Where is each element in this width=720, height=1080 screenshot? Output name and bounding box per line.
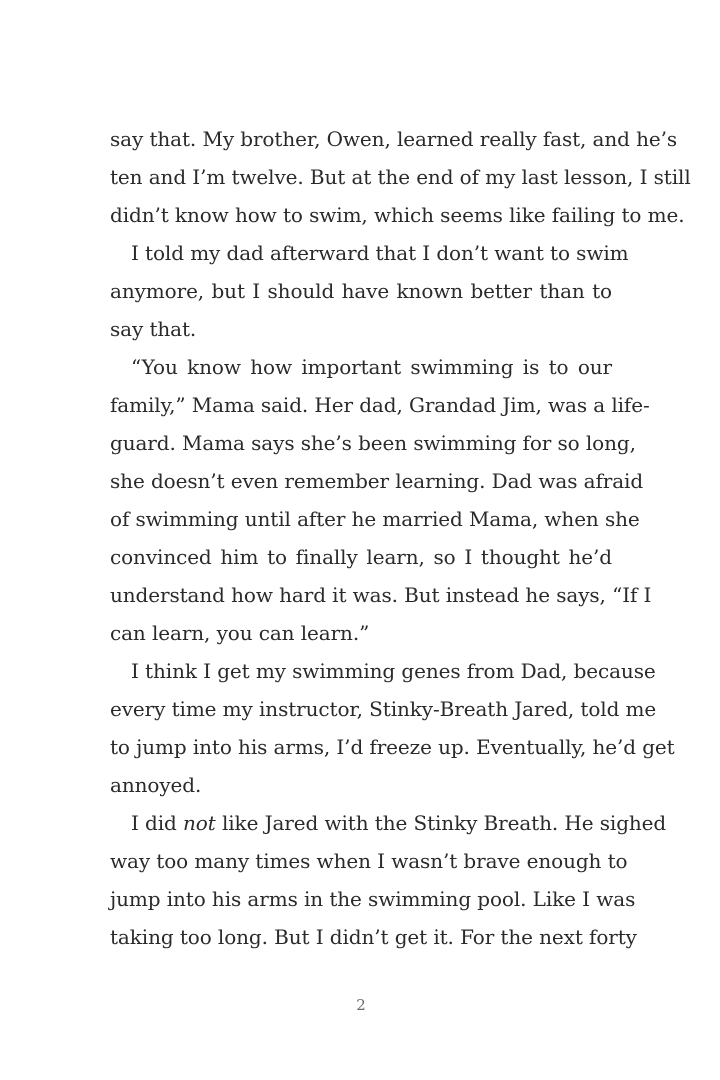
text-line: of swimming until after he married Mama, when she	[110, 507, 640, 531]
text-line: say that. My brother, Owen, learned really fast, and he’s	[110, 127, 678, 151]
emphasis-text: not	[183, 811, 216, 835]
text-line: guard. Mama says she’s been swimming for so long,	[110, 431, 636, 455]
text-line: taking too long. But I didn’t get it. For the next forty	[110, 925, 637, 949]
page-number: 2	[356, 996, 366, 1014]
text-line: jump into his arms in the swimming pool. Like I was	[110, 887, 636, 911]
text-line-content: “You know how important swimming is to our	[131, 355, 612, 379]
text-line: ten and I’m twelve. But at the end of my last lesson, I still	[110, 165, 691, 189]
text-line: way too many times when I wasn’t brave enough to	[110, 849, 628, 873]
text-line-pre: I did	[131, 811, 184, 835]
text-line: anymore, but I should have known better than to	[110, 279, 612, 303]
text-line: to jump into his arms, I’d freeze up. Eventually, he’d get	[110, 735, 675, 759]
text-line	[110, 355, 612, 379]
text-line: annoyed.	[110, 773, 202, 797]
text-line-post: like Jared with the Stinky Breath. He sighed	[215, 811, 667, 835]
text-line: say that.	[110, 317, 197, 341]
text-line	[110, 811, 667, 835]
text-line: family,” Mama said. Her dad, Grandad Jim, was a life-	[110, 393, 650, 417]
text-line: can learn, you can learn.”	[110, 621, 370, 645]
text-line: didn’t know how to swim, which seems like failing to me.	[110, 203, 685, 227]
text-line: understand how hard it was. But instead he says, “If I	[110, 583, 652, 607]
text-line-content: I think I get my swimming genes from Dad, because	[131, 659, 656, 683]
text-line	[110, 659, 656, 683]
text-line: every time my instructor, Stinky-Breath Jared, told me	[110, 697, 657, 721]
text-line-content: I told my dad afterward that I don’t want to swim	[131, 241, 629, 265]
text-line: she doesn’t even remember learning. Dad was afraid	[110, 469, 644, 493]
book-page	[110, 0, 691, 1080]
text-line: convinced him to finally learn, so I thought he’d	[110, 545, 612, 569]
text-line	[110, 241, 629, 265]
